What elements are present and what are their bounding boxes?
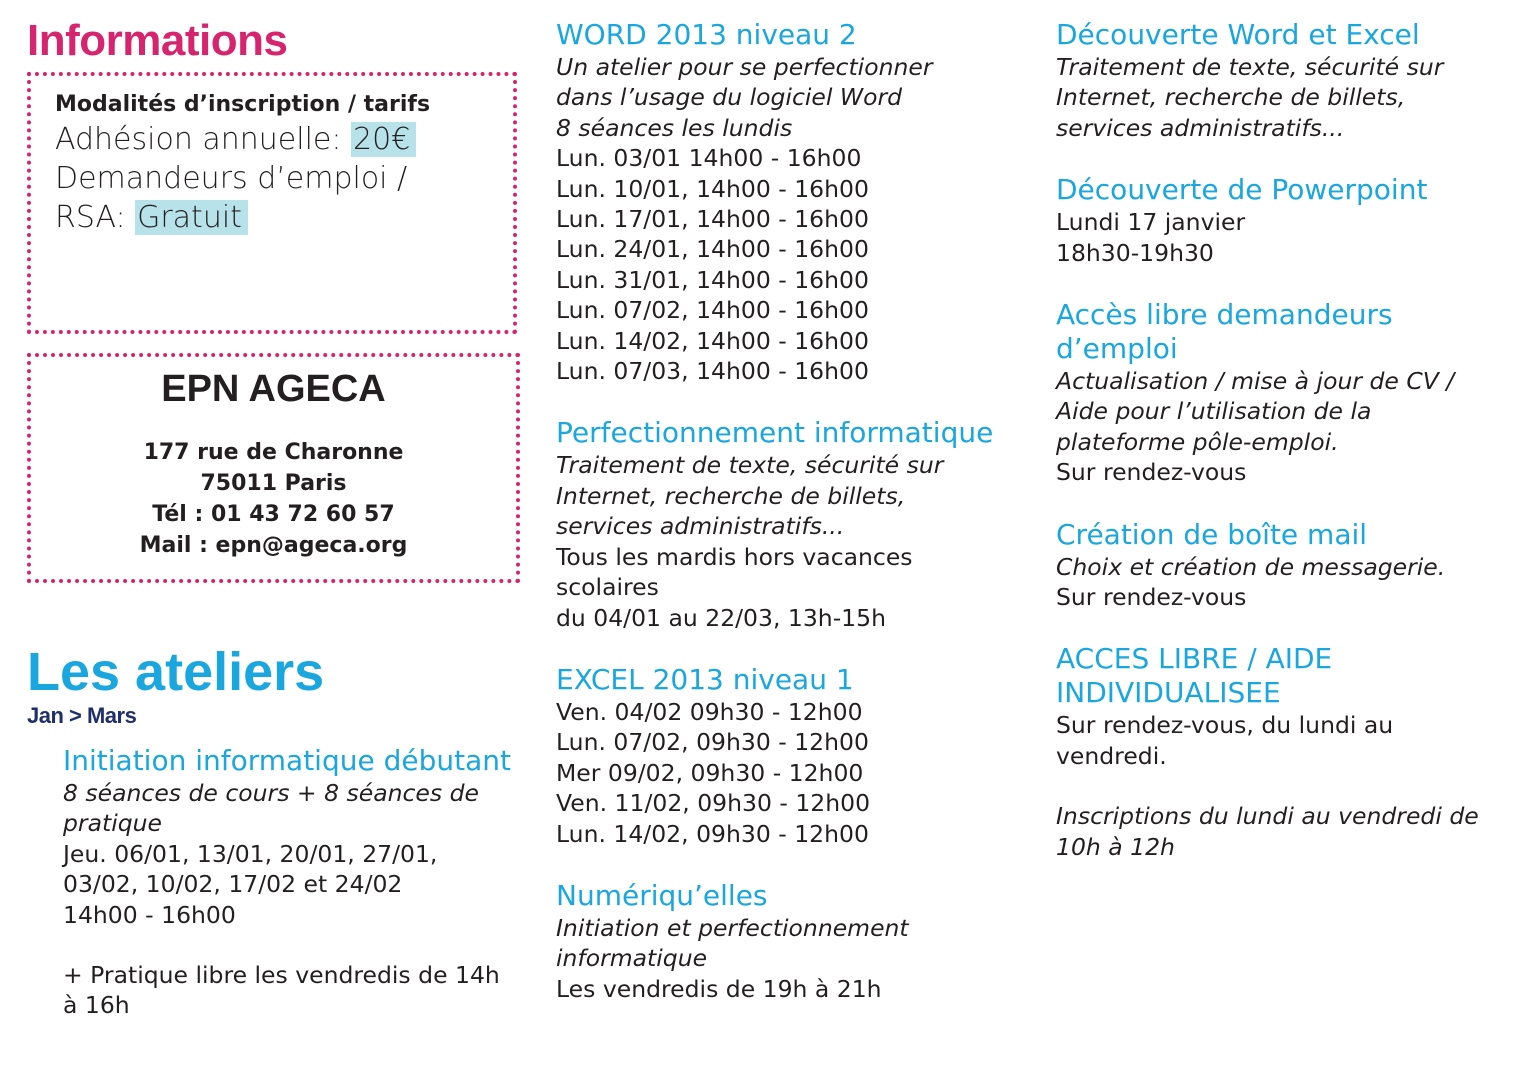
demandeurs-line: Demandeurs d’emploi / [55,161,408,196]
desc-line: services administratifs... [556,512,845,541]
section-title: Découverte Word et Excel [1056,18,1420,51]
ateliers-title: Les ateliers [27,642,325,702]
extra-line: + Pratique libre les vendredis de 14h [63,961,500,990]
section-decouverte-word-excel [1056,18,1526,143]
section-excel-2013 [556,663,1036,849]
adhesion-price: 20€ [351,122,416,157]
schedule-line: Lun. 17/01, 14h00 - 16h00 [556,205,869,234]
section-decouverte-powerpoint [1056,173,1526,268]
contact-phone: Tél : 01 43 72 60 57 [152,502,395,527]
schedule-line: Lun. 07/02, 14h00 - 16h00 [556,296,869,325]
informations-title: Informations [27,16,288,65]
desc-line: 8 séances les lundis [556,113,793,142]
schedule-line: du 04/01 au 22/03, 13h-15h [556,603,886,632]
section-title: WORD 2013 niveau 2 [556,18,857,51]
adhesion-line [55,120,489,159]
extra-line: à 16h [63,991,130,1020]
schedule-line: scolaires [556,573,659,602]
section-title: Découverte de Powerpoint [1056,173,1428,207]
section-title: INDIVIDUALISEE [1056,676,1281,710]
spacer [1056,771,1526,801]
desc-line: Initiation et perfectionnement [556,913,909,942]
section-word-2013 [556,18,1036,386]
note-line: Inscriptions du lundi au vendredi de [1056,802,1479,831]
desc-line: Choix et création de messagerie. [1056,552,1446,581]
contact-box [27,353,520,583]
rsa-line [55,198,489,237]
desc-line: dans l’usage du logiciel Word [556,83,903,112]
section-creation-mail [1056,518,1526,613]
section-numeriquelles [556,879,1036,1004]
schedule-line: Sur rendez-vous, du lundi au [1056,711,1394,740]
section-initiation [63,744,523,1021]
schedule-line: Ven. 04/02 09h30 - 12h00 [556,697,863,726]
pricing-subtitle: Modalités d’inscription / tarifs [55,92,431,117]
section-title: Accès libre demandeurs [1056,298,1393,332]
section-title: ACCES LIBRE / AIDE [1056,642,1333,676]
rsa-label: RSA: [55,200,136,235]
note-line: 10h à 12h [1056,832,1175,861]
schedule-line: Ven. 11/02, 09h30 - 12h00 [556,789,871,818]
spacer [63,930,523,960]
schedule-line: Lun. 31/01, 14h00 - 16h00 [556,265,869,294]
schedule-line: vendredi. [1056,741,1167,770]
desc-line: 8 séances de cours + 8 séances de [63,779,479,807]
schedule-line: 18h30-19h30 [1056,238,1214,267]
desc-line: Internet, recherche de billets, [1056,83,1406,112]
rsa-price: Gratuit [135,200,248,235]
schedule-line: Les vendredis de 19h à 21h [556,974,882,1003]
middle-column [556,18,1036,1034]
section-title: Numériqu’elles [556,878,768,912]
schedule-line: 14h00 - 16h00 [63,900,236,929]
adhesion-label: Adhésion annuelle: [55,122,352,157]
schedule-line: Lun. 10/01, 14h00 - 16h00 [556,174,869,203]
desc-line: services administratifs... [1056,113,1345,142]
desc-line: plateforme pôle-emploi. [1056,427,1339,456]
desc-line: Aide pour l’utilisation de la [1056,397,1372,426]
schedule-line: Lun. 03/01 14h00 - 16h00 [556,144,862,173]
schedule-line: Lun. 07/03, 14h00 - 16h00 [556,357,869,386]
schedule-line: Mer 09/02, 09h30 - 12h00 [556,758,864,787]
contact-mail: Mail : epn@ageca.org [139,533,408,558]
desc-line: Un atelier pour se perfectionner [556,53,933,81]
section-perfectionnement [556,416,1036,632]
schedule-line: Lun. 24/01, 14h00 - 16h00 [556,235,869,264]
desc-line: Internet, recherche de billets, [556,481,906,510]
schedule-line: Lun. 14/02, 14h00 - 16h00 [556,326,869,355]
section-title: EXCEL 2013 niveau 1 [556,662,854,696]
schedule-line: 03/02, 10/02, 17/02 et 24/02 [63,870,403,899]
right-column [1056,18,1526,892]
schedule-line: Sur rendez-vous [1056,458,1247,487]
section-title: Création de boîte mail [1056,517,1368,551]
desc-line: informatique [556,944,708,973]
section-acces-libre-demandeurs [1056,298,1526,488]
contact-city: 75011 Paris [200,471,347,496]
schedule-line: Jeu. 06/01, 13/01, 20/01, 27/01, [63,839,438,868]
contact-name: EPN AGECA [161,368,386,410]
section-acces-libre-aide [1056,642,1526,862]
ateliers-period: Jan > Mars [27,703,137,728]
section-title: d’emploi [1056,332,1178,366]
desc-line: Traitement de texte, sécurité sur [1056,53,1444,81]
schedule-line: Tous les mardis hors vacances [556,542,913,571]
schedule-line: Lun. 14/02, 09h30 - 12h00 [556,819,869,848]
pricing-box [27,72,517,334]
desc-line: Traitement de texte, sécurité sur [556,451,944,480]
schedule-line: Sur rendez-vous [1056,583,1247,612]
section-title: Initiation informatique débutant [63,744,511,777]
section-title: Perfectionnement informatique [556,416,994,450]
desc-line: pratique [63,809,162,838]
schedule-line: Lundi 17 janvier [1056,208,1246,237]
schedule-line: Lun. 07/02, 09h30 - 12h00 [556,728,869,757]
desc-line: Actualisation / mise à jour de CV / [1056,367,1455,396]
contact-address: 177 rue de Charonne [143,440,404,465]
